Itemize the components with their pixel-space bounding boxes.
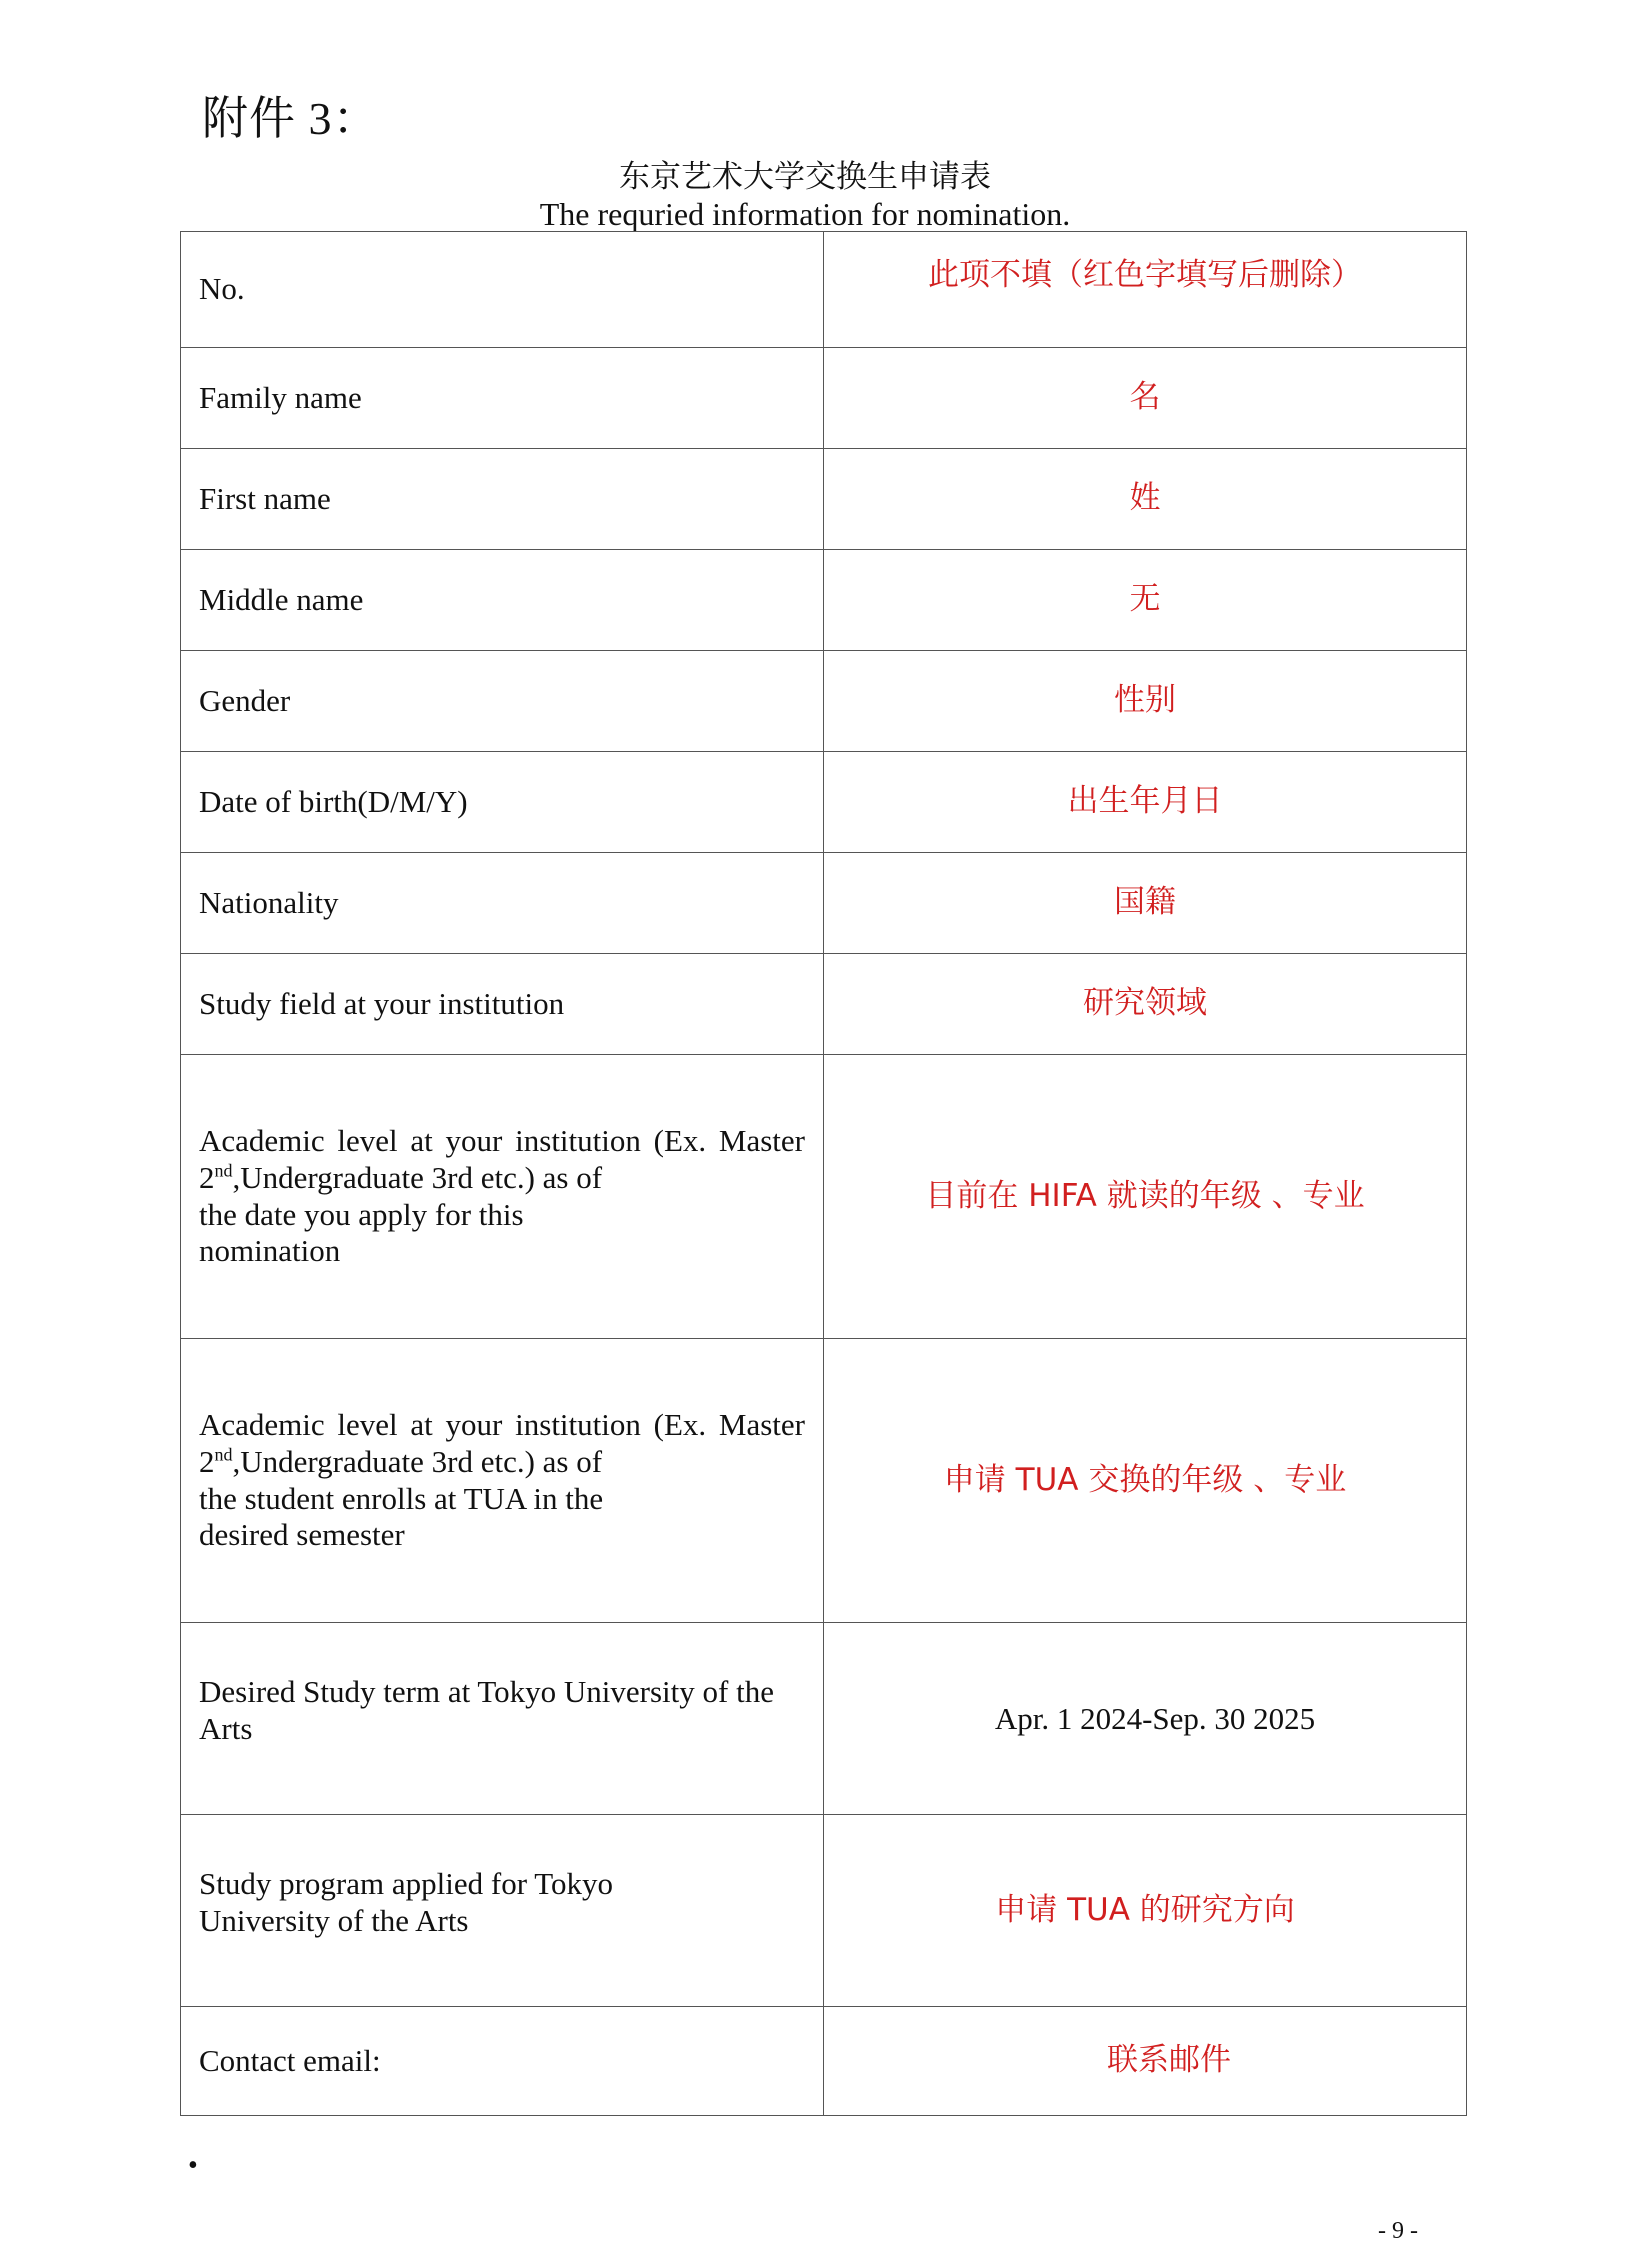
table-row: [181, 232, 1467, 348]
row-label-middle-name: Middle name: [181, 550, 824, 651]
row-label-gender: Gender: [181, 651, 824, 752]
value-text: 此项不填（红色字填写后删除）: [928, 256, 1362, 293]
label-text: Desired Study term at Tokyo University of the Arts: [199, 1673, 774, 1746]
row-label-academic-level-apply: Academic level at your institution (Ex. Master 2nd,Undergraduate 3rd etc.) as of the date you apply for this nomination: [181, 1055, 824, 1339]
form-title-english: The requried information for nomination.: [539, 196, 1071, 232]
table-row: [181, 1623, 1467, 1815]
row-label-academic-level-enroll: Academic level at your institution (Ex. Master 2nd,Undergraduate 3rd etc.) as of the student enrolls at TUA in the desired semester: [181, 1339, 824, 1623]
row-label-study-field: Study field at your institution: [181, 954, 824, 1055]
row-value-desired-study-term: [824, 1623, 1467, 1815]
table-row: [181, 550, 1467, 651]
row-label-no: No.: [181, 232, 824, 348]
row-label-contact-email: Contact email:: [181, 2007, 824, 2116]
attachment-label: 附件 3：: [202, 93, 380, 144]
row-value-academic-level-enroll: 申请 TUA 交换的年级 、专业: [824, 1339, 1467, 1623]
row-value-contact-email: [824, 2007, 1467, 2116]
row-value-study-field: 研究领域: [824, 954, 1467, 1055]
value-text: 联系邮件: [1107, 2042, 1231, 2079]
row-label-first-name: First name: [181, 449, 824, 550]
table-row: [181, 651, 1467, 752]
table-row: [181, 752, 1467, 853]
row-value-nationality: 国籍: [824, 853, 1467, 954]
row-label-date-of-birth: Date of birth(D/M/Y): [181, 752, 824, 853]
table-row: [181, 954, 1467, 1055]
table-row: [181, 2007, 1467, 2116]
label-text: Study program applied for Tokyo University of the Arts: [199, 1865, 613, 1938]
table-row: [181, 1815, 1467, 2007]
row-label-family-name: Family name: [181, 348, 824, 449]
row-label-study-program: [181, 1815, 824, 2007]
label-text: Academic level at your institution (Ex. Master 2nd,Undergraduate 3rd etc.) as of: [199, 1123, 805, 1195]
form-title-chinese: 东京艺术大学交换生申请表: [619, 159, 991, 195]
label-text: Academic level at your institution (Ex. Master 2nd,Undergraduate 3rd etc.) as of: [199, 1407, 805, 1479]
row-value-family-name: 名: [824, 348, 1467, 449]
row-value-no: [824, 232, 1467, 348]
table-row: [181, 348, 1467, 449]
row-value-first-name: 姓: [824, 449, 1467, 550]
table-row: [181, 853, 1467, 954]
list-bullet: •: [188, 2150, 198, 2181]
value-text: Apr. 1 2024-Sep. 30 2025: [994, 1700, 1316, 1736]
row-value-academic-level-apply: 目前在 HIFA 就读的年级 、专业: [824, 1055, 1467, 1339]
table-row: [181, 1339, 1467, 1623]
row-value-middle-name: 无: [824, 550, 1467, 651]
nomination-form-table: [180, 231, 1467, 2116]
row-value-study-program: 申请 TUA 的研究方向: [824, 1815, 1467, 2007]
table-row: [181, 449, 1467, 550]
row-label-nationality: Nationality: [181, 853, 824, 954]
page-number: - 9 -: [1378, 2218, 1418, 2244]
row-label-desired-study-term: [181, 1623, 824, 1815]
row-value-date-of-birth: 出生年月日: [824, 752, 1467, 853]
row-value-gender: 性别: [824, 651, 1467, 752]
table-row: [181, 1055, 1467, 1339]
